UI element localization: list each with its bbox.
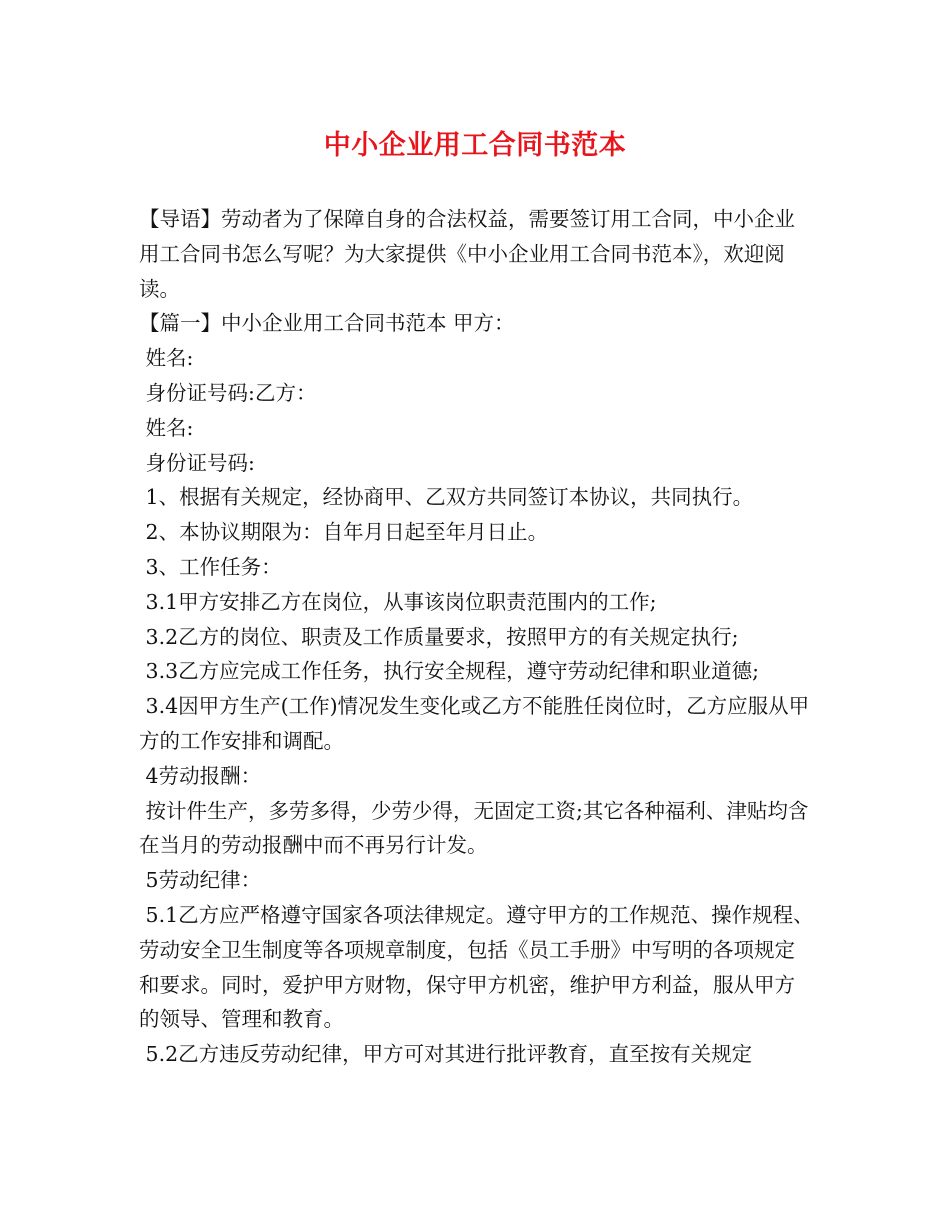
clause-1: 1、根据有关规定，经协商甲、乙双方共同签订本协议，共同执行。 — [139, 485, 754, 510]
party-b-name-field: 姓名: — [139, 415, 194, 440]
clause-3-4: 3.4因甲方生产(工作)情况发生变化或乙方不能胜任岗位时，乙方应服从甲方的工作安排和调配。 — [139, 694, 810, 753]
clause-5-heading: 5劳动纪律： — [139, 868, 262, 893]
clause-3-3: 3.3乙方应完成工作任务，执行安全规程，遵守劳动纪律和职业道德; — [139, 659, 760, 684]
document-body — [139, 202, 815, 1072]
clause-2: 2、本协议期限为：自年月日起至年月日止。 — [139, 520, 549, 545]
clause-3-heading: 3、工作任务： — [139, 554, 282, 579]
clause-3-2: 3.2乙方的岗位、职责及工作质量要求，按照甲方的有关规定执行; — [139, 624, 739, 649]
party-a-id-field: 身份证号码:乙方： — [139, 380, 317, 405]
clause-4-heading: 4劳动报酬： — [139, 763, 262, 788]
party-a-name-field: 姓名: — [139, 346, 194, 371]
party-b-id-field: 身份证号码: — [139, 450, 255, 475]
section-heading: 【篇一】中小企业用工合同书范本 甲方： — [139, 311, 515, 336]
clause-5-2: 5.2乙方违反劳动纪律，甲方可对其进行批评教育，直至按有关规定 — [139, 1042, 753, 1067]
clause-4-body: 按计件生产，多劳多得，少劳少得，无固定工资;其它各种福利、津贴均含在当月的劳动报酬中而不再另行计发。 — [139, 798, 809, 858]
intro-paragraph: 【导语】劳动者为了保障自身的合法权益，需要签订用工合同，中小企业用工合同书怎么写呢？为大家提供《中小企业用工合同书范本》，欢迎阅读。 — [139, 207, 795, 301]
document-title: 中小企业用工合同书范本 — [323, 130, 627, 161]
clause-3-1: 3.1甲方安排乙方在岗位，从事该岗位职责范围内的工作; — [139, 589, 657, 614]
clause-5-1: 5.1乙方应严格遵守国家各项法律规定。遵守甲方的工作规范、操作规程、劳动安全卫生制度等各项规章制度，包括《员工手册》中写明的各项规定和要求。同时，爱护甲方财物，保守甲方机密，维护甲方利益，服从甲方的领导、管理和教育。 — [139, 902, 814, 1032]
